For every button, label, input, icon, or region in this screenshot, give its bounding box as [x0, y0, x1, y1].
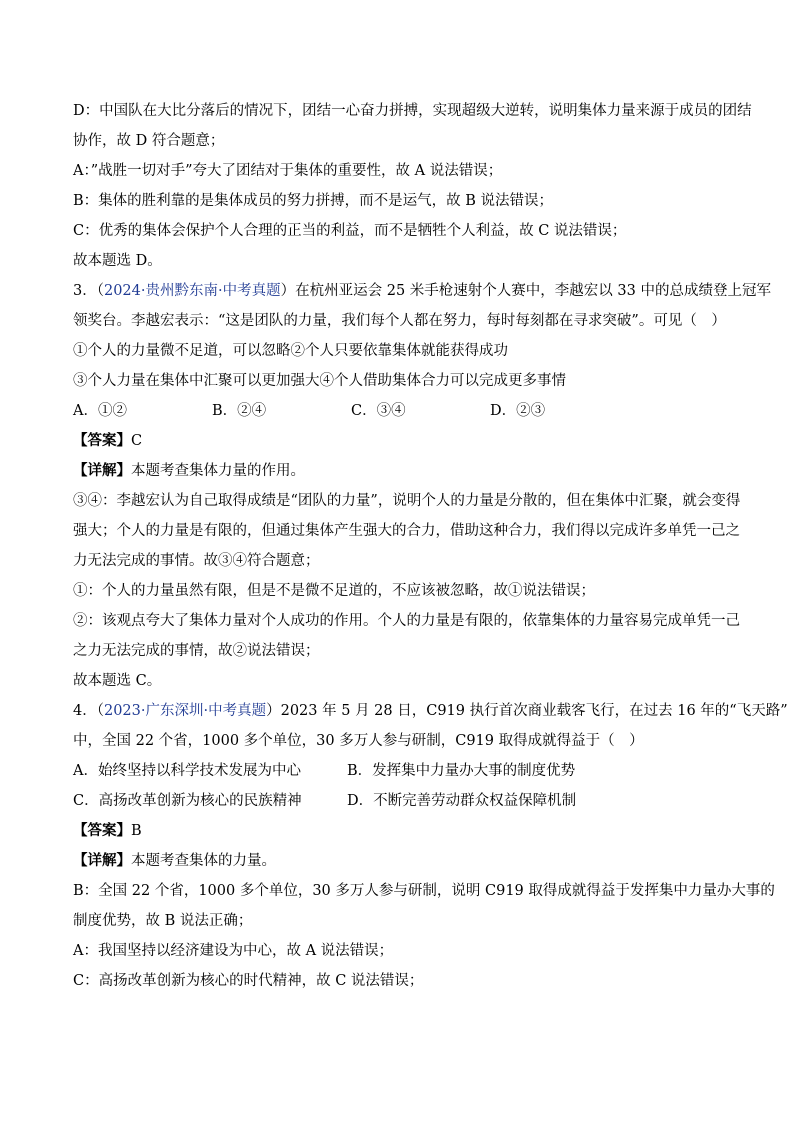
- q4-explanation-a: A：我国坚持以经济建设为中心，故 A 说法错误；: [73, 943, 394, 959]
- q2-option-d-explanation-cont: 协作，故 D 符合题意；: [73, 133, 225, 149]
- q3-explanation-34-end: 力无法完成的事情。故③④符合题意；: [73, 553, 320, 569]
- q3-explanation-34: ③④：李越宏认为自己取得成绩是“团队的力量”，说明个人的力量是分散的，但在集体中汇聚，就会变得: [73, 493, 741, 509]
- q3-options: [73, 396, 723, 426]
- q3-detail-tag: 【详解】: [73, 462, 131, 479]
- q4-answer: [73, 816, 723, 846]
- q4-answer-tag: 【答案】: [73, 822, 131, 839]
- q2-option-b-explanation: B：集体的胜利靠的是集体成员的努力拼搏，而不是运气，故 B 说法错误；: [73, 193, 554, 209]
- q2-option-d-explanation: D：中国队在大比分落后的情况下，团结一心奋力拼搏，实现超级大逆转，说明集体力量来源于成员的团结: [73, 103, 752, 119]
- q4-detail-tag: 【详解】: [73, 852, 131, 869]
- q4-stem-cont: 中，全国 22 个省，1000 多个单位，30 多万人参与研制，C919 取得成就得益于（ ）: [73, 733, 644, 749]
- q3-explanation-2: ②：该观点夸大了集体力量对个人成功的作用。个人的力量是有限的，依靠集体的力量容易完成单凭一己: [73, 613, 740, 629]
- q3-stem: [73, 276, 771, 306]
- q3-detail: [73, 456, 723, 486]
- q4-options-cd: [73, 786, 723, 816]
- q3-option-c: C．③④: [351, 403, 406, 419]
- q4-detail: [73, 846, 723, 876]
- q3-stem-text: ）在杭州亚运会 25 米手枪速射个人赛中，李越宏以 33 中的总成绩登上冠军: [280, 283, 771, 299]
- q3-stem-cont: 领奖台。李越宏表示：“这是团队的力量，我们每个人都在努力，每时每刻都在寻求突破”。可见（ ）: [73, 313, 726, 329]
- q4-answer-value: B: [131, 823, 142, 839]
- q4-explanation-b-cont: 制度优势，故 B 说法正确；: [73, 913, 253, 929]
- q4-detail-text: 本题考查集体的力量。: [131, 853, 276, 869]
- q3-source: 2024·贵州黔东南·中考真题: [103, 283, 281, 299]
- q2-conclusion: 故本题选 D。: [73, 253, 162, 269]
- q3-statements-3-4: ③个人力量在集体中汇聚可以更加强大④个人借助集体合力可以完成更多事情: [73, 373, 566, 389]
- q4-explanation-c: C：高扬改革创新为核心的时代精神，故 C 说法错误；: [73, 973, 424, 989]
- q3-explanation-2-cont: 之力无法完成的事情，故②说法错误；: [73, 643, 320, 659]
- q3-conclusion: 故本题选 C。: [73, 673, 162, 689]
- q3-explanation-1: ①：个人的力量虽然有限，但是不是微不足道的，不应该被忽略，故①说法错误；: [73, 583, 595, 599]
- q4-option-d: D．不断完善劳动群众权益保障机制: [347, 793, 577, 809]
- q3-option-a: A．①②: [73, 403, 127, 419]
- q4-option-b: B．发挥集中力量办大事的制度优势: [347, 763, 576, 779]
- q4-source: 2023·广东深圳·中考真题: [103, 703, 267, 719]
- q4-stem-text: ）2023 年 5 月 28 日，C919 执行首次商业载客飞行，在过去 16 年的“飞天路”: [266, 703, 788, 719]
- q2-option-a-explanation: A：”战胜一切对手”夸大了团结对于集体的重要性，故 A 说法错误；: [73, 163, 503, 179]
- document-page: [73, 96, 788, 996]
- q4-options-ab: [73, 756, 723, 786]
- q4-option-a: A．始终坚持以科学技术发展为中心: [73, 763, 301, 779]
- q2-option-c-explanation: C：优秀的集体会保护个人合理的正当的利益，而不是牺牲个人利益，故 C 说法错误；: [73, 223, 627, 239]
- q4-explanation-b: B：全国 22 个省，1000 多个单位，30 多万人参与研制，说明 C919 取得成就得益于发挥集中力量办大事的: [73, 883, 775, 899]
- q3-statements-1-2: ①个人的力量微不足道，可以忽略②个人只要依靠集体就能获得成功: [73, 343, 508, 359]
- q3-number: 3．（: [73, 283, 104, 299]
- q3-option-b: B．②④: [212, 403, 267, 419]
- q3-answer-tag: 【答案】: [73, 432, 131, 449]
- q4-number: 4．（: [73, 703, 104, 719]
- q3-answer: [73, 426, 723, 456]
- q4-option-c: C．高扬改革创新为核心的民族精神: [73, 793, 302, 809]
- q3-answer-value: C: [131, 433, 143, 449]
- q4-stem: [73, 696, 788, 726]
- q3-option-d: D．②③: [490, 403, 546, 419]
- q3-detail-text: 本题考查集体力量的作用。: [131, 463, 305, 479]
- q3-explanation-34-cont: 强大；个人的力量是有限的，但通过集体产生强大的合力，借助这种合力，我们得以完成许多单凭一己之: [73, 523, 740, 539]
